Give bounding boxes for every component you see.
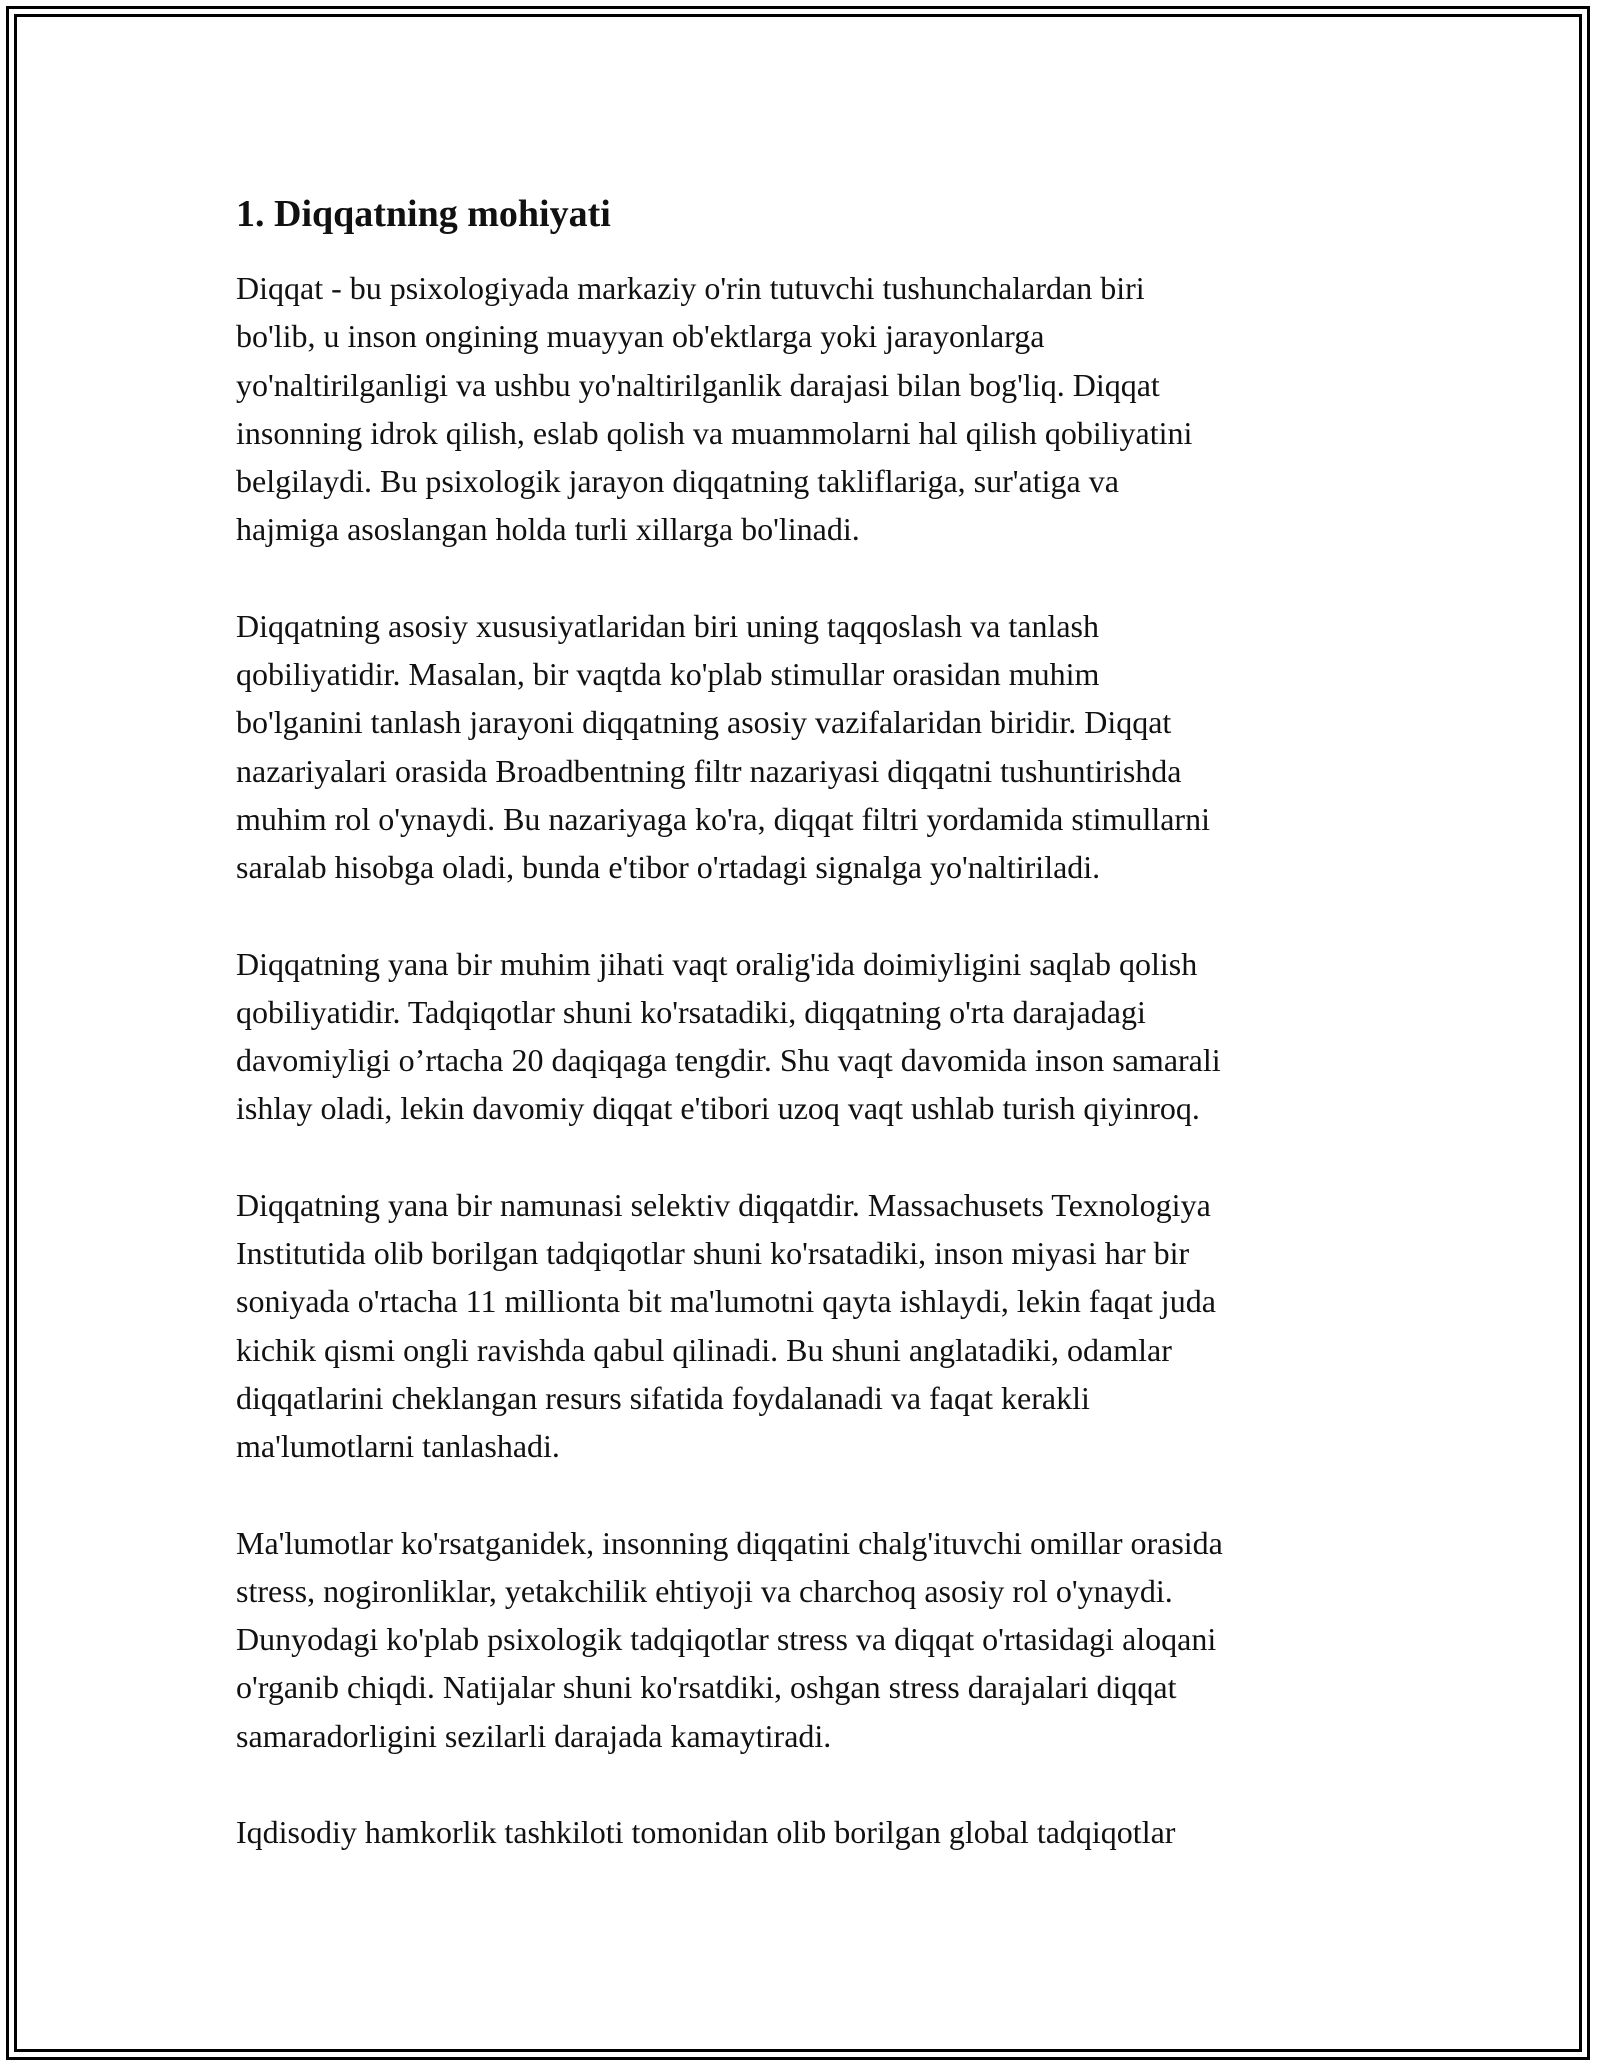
text-line: ishlay oladi, lekin davomiy diqqat e'tibori uzoq vaqt ushlab turish qiyinroq. bbox=[236, 1090, 1200, 1127]
text-line: nazariyalari orasida Broadbentning filtr nazariyasi diqqatni tushuntirishda bbox=[236, 752, 1182, 789]
text-line: insonning idrok qilish, eslab qolish va muammolarni hal qilish qobiliyatini bbox=[236, 414, 1193, 451]
text-line: o'rganib chiqdi. Natijalar shuni ko'rsatdiki, oshgan stress darajalari diqqat bbox=[236, 1669, 1177, 1706]
text-line: Iqdisodiy hamkorlik tashkiloti tomonidan olib borilgan global tadqiqotlar bbox=[236, 1814, 1176, 1851]
text-line: stress, nogironliklar, yetakchilik ehtiyoji va charchoq asosiy rol o'ynaydi. bbox=[236, 1572, 1173, 1609]
text-line: hajmiga asoslangan holda turli xillarga bo'linadi. bbox=[236, 511, 860, 548]
text-line: samaradorligini sezilarli darajada kamaytiradi. bbox=[236, 1717, 832, 1754]
text-line: muhim rol o'ynaydi. Bu nazariyaga ko'ra, diqqat filtri yordamida stimullarni bbox=[236, 800, 1210, 837]
paragraph-2 bbox=[236, 602, 1376, 892]
text-line: Diqqatning asosiy xususiyatlaridan biri uning taqqoslash va tanlash bbox=[236, 607, 1099, 644]
text-line: Dunyodagi ko'plab psixologik tadqiqotlar stress va diqqat o'rtasidagi aloqani bbox=[236, 1621, 1217, 1658]
section-title: 1. Diqqatning mohiyati bbox=[236, 193, 611, 235]
text-line: soniyada o'rtacha 11 millionta bit ma'lumotni qayta ishlaydi, lekin faqat juda bbox=[236, 1283, 1216, 1320]
text-line: saralab hisobga oladi, bunda e'tibor o'rtadagi signalga yo'naltiriladi. bbox=[236, 849, 1101, 886]
text-line: belgilaydi. Bu psixologik jarayon diqqatning takliflariga, sur'atiga va bbox=[236, 463, 1119, 500]
text-line: diqqatlarini cheklangan resurs sifatida foydalanadi va faqat kerakli bbox=[236, 1379, 1090, 1416]
paragraph-3 bbox=[236, 940, 1376, 1133]
document-body bbox=[236, 184, 1376, 1904]
paragraph-4 bbox=[236, 1181, 1376, 1471]
paragraph-6 bbox=[236, 1808, 1376, 1856]
text-line: davomiyligi o’rtacha 20 daqiqaga tengdir. Shu vaqt davomida inson samarali bbox=[236, 1042, 1221, 1079]
text-line: bo'lib, u inson ongining muayyan ob'ektlarga yoki jarayonlarga bbox=[236, 318, 1045, 355]
text-line: Diqqatning yana bir namunasi selektiv diqqatdir. Massachusets Texnologiya bbox=[236, 1186, 1211, 1223]
text-line: Diqqatning yana bir muhim jihati vaqt oralig'ida doimiyligini saqlab qolish bbox=[236, 945, 1198, 982]
text-line: Diqqat - bu psixologiyada markaziy o'rin tutuvchi tushunchalardan biri bbox=[236, 270, 1145, 306]
text-line: Institutida olib borilgan tadqiqotlar shuni ko'rsatadiki, inson miyasi har bir bbox=[236, 1235, 1190, 1272]
text-line: kichik qismi ongli ravishda qabul qilinadi. Bu shuni anglatadiki, odamlar bbox=[236, 1331, 1172, 1368]
text-line: yo'naltirilganligi va ushbu yo'naltirilganlik darajasi bilan bog'liq. Diqqat bbox=[236, 366, 1160, 403]
text-line: Ma'lumotlar ko'rsatganidek, insonning diqqatini chalg'ituvchi omillar orasida bbox=[236, 1524, 1223, 1561]
paragraph-1 bbox=[236, 264, 1376, 554]
paragraph-5 bbox=[236, 1519, 1376, 1760]
text-line: bo'lganini tanlash jarayoni diqqatning asosiy vazifalaridan biridir. Diqqat bbox=[236, 704, 1172, 741]
text-line: ma'lumotlarni tanlashadi. bbox=[236, 1428, 560, 1465]
text-line: qobiliyatidir. Masalan, bir vaqtda ko'plab stimullar orasidan muhim bbox=[236, 656, 1100, 693]
text-line: qobiliyatidir. Tadqiqotlar shuni ko'rsatadiki, diqqatning o'rta darajadagi bbox=[236, 993, 1146, 1030]
